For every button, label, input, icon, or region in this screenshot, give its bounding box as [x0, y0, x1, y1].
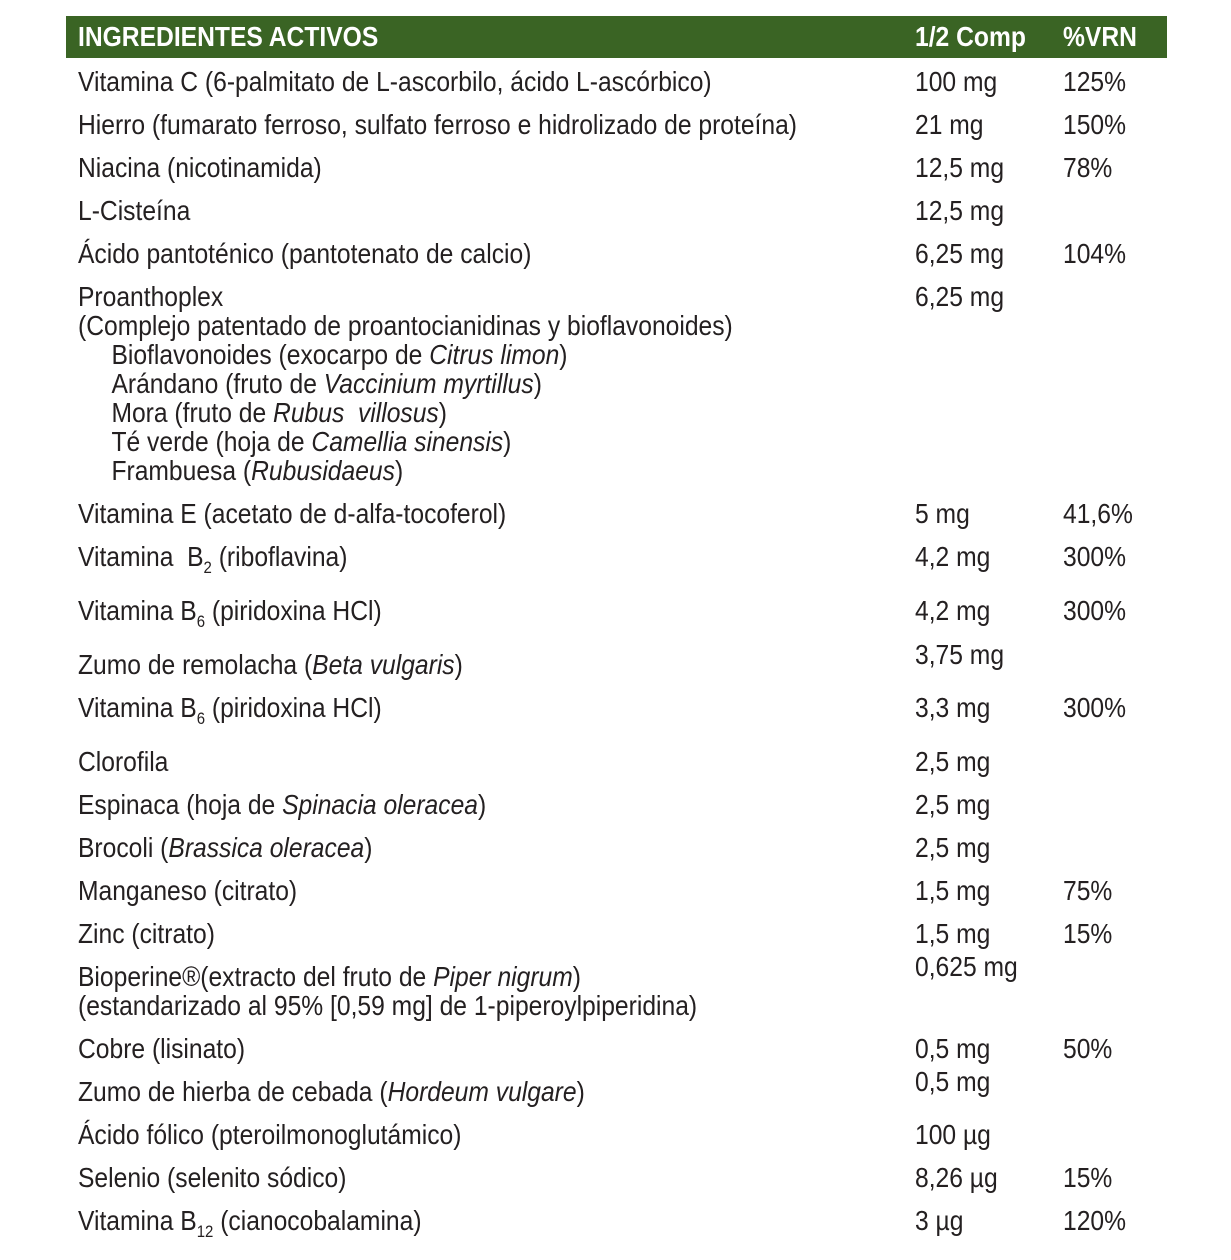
species-name-italic: Rubus villosus [273, 397, 439, 428]
label-text: (piridoxina HCl) [205, 692, 382, 723]
table-row [66, 639, 1167, 680]
ingredient-subline [78, 311, 815, 340]
label-text: Ácido pantoténico (pantotenato de calcio) [78, 238, 532, 269]
ingredient-cell [66, 282, 915, 485]
ingredient-label [78, 693, 815, 733]
ingredient-label [78, 876, 815, 905]
table-row [66, 833, 1167, 862]
ingredient-cell [66, 747, 915, 776]
label-text: Frambuesa ( [111, 455, 252, 486]
table-row [66, 1163, 1167, 1192]
amount-value: 5 mg [915, 498, 970, 529]
amount-value: 3,3 mg [915, 692, 991, 723]
ingredient-cell [66, 196, 915, 225]
label-text: Zumo de remolacha ( [78, 649, 313, 680]
species-name-italic: Hordeum vulgare [387, 1076, 577, 1107]
amount-value: 1,5 mg [915, 918, 991, 949]
table-row [66, 596, 1167, 636]
ingredient-cell [66, 542, 915, 582]
label-text: Vitamina B [78, 595, 197, 626]
label-text: ) [503, 426, 512, 457]
ingredient-cell [66, 876, 915, 905]
amount-value: 100 mg [915, 66, 998, 97]
ingredient-subline [78, 427, 815, 456]
label-text: Brocoli ( [78, 832, 169, 863]
label-text: Bioflavonoides (exocarpo de [111, 339, 430, 370]
table-row [66, 1206, 1167, 1246]
table-row [66, 67, 1167, 96]
label-text: (riboflavina) [211, 541, 348, 572]
ingredient-cell [66, 962, 915, 1020]
ingredient-subline [78, 369, 815, 398]
ingredient-label [78, 1034, 815, 1063]
ingredient-label [78, 499, 815, 528]
label-text: Manganeso (citrato) [78, 875, 298, 906]
ingredient-subline [78, 340, 815, 369]
species-name-italic: Brassica oleracea [168, 832, 365, 863]
vrn-value: 50% [1063, 1033, 1113, 1064]
vitamin-subscript: 2 [203, 558, 212, 577]
header-ingredients-text: INGREDIENTES ACTIVOS [78, 21, 379, 52]
label-text: Espinaca (hoja de [78, 789, 283, 820]
label-text: Hierro (fumarato ferroso, sulfato ferroso e hidrolizado de proteína) [78, 109, 798, 140]
ingredient-label [78, 239, 815, 268]
table-header-bar [66, 16, 1167, 58]
table-row [66, 282, 1167, 485]
ingredient-label [78, 747, 815, 776]
amount-value: 12,5 mg [915, 195, 1005, 226]
amount-value: 0,625 mg [915, 951, 1018, 982]
label-text: Vitamina B [78, 541, 204, 572]
table-row [66, 239, 1167, 268]
amount-value: 4,2 mg [915, 541, 991, 572]
amount-value: 3,75 mg [915, 639, 1005, 670]
ingredient-subline [78, 398, 815, 427]
ingredient-label [78, 596, 815, 636]
amount-value: 3 µg [915, 1205, 964, 1236]
amount-value: 0,5 mg [915, 1066, 991, 1097]
ingredient-cell [66, 693, 915, 733]
table-row [66, 153, 1167, 182]
amount-value: 2,5 mg [915, 832, 991, 863]
label-text: Proanthoplex [78, 281, 224, 312]
vitamin-subscript: 12 [196, 1222, 214, 1241]
table-row [66, 1120, 1167, 1149]
label-text: Té verde (hoja de [111, 426, 312, 457]
table-row [66, 1066, 1167, 1107]
label-text: ) [438, 397, 447, 428]
ingredient-label [78, 962, 815, 991]
ingredient-label [78, 1077, 815, 1106]
ingredient-label [78, 833, 815, 862]
label-text: ) [559, 339, 568, 370]
label-text: Niacina (nicotinamida) [78, 152, 322, 183]
ingredient-label [78, 110, 815, 139]
vrn-value: 125% [1063, 66, 1127, 97]
ingredient-cell [66, 1163, 915, 1192]
label-text: Selenio (selenito sódico) [78, 1162, 347, 1193]
species-name-italic: Citrus limon [429, 339, 560, 370]
table-body [66, 58, 1167, 1246]
ingredient-label [78, 1206, 815, 1246]
header-vrn-label [1063, 21, 1167, 53]
ingredient-cell [66, 239, 915, 268]
label-text: Zumo de hierba de cebada ( [78, 1076, 388, 1107]
vitamin-subscript: 6 [196, 709, 206, 728]
amount-value: 8,26 µg [915, 1162, 998, 1193]
label-text: Clorofila [78, 746, 169, 777]
label-text: (estandarizado al 95% [0,59 mg] de 1-piperoylpiperidina) [78, 990, 698, 1021]
label-text: ) [454, 649, 463, 680]
amount-value: 6,25 mg [915, 281, 1005, 312]
amount-value: 4,2 mg [915, 595, 991, 626]
table-row [66, 951, 1167, 1021]
label-text: ) [576, 1076, 585, 1107]
ingredient-cell [66, 153, 915, 182]
label-text: ) [533, 368, 542, 399]
vrn-value: 150% [1063, 109, 1127, 140]
table-row [66, 542, 1167, 582]
ingredient-cell [66, 1206, 915, 1246]
label-text: ) [477, 789, 487, 820]
species-name-italic: Piper nigrum [433, 961, 573, 992]
table-row [66, 790, 1167, 819]
amount-value: 6,25 mg [915, 238, 1005, 269]
label-text: Arándano (fruto de [111, 368, 324, 399]
amount-value: 100 µg [915, 1119, 991, 1150]
ingredient-label [78, 282, 815, 311]
ingredient-cell [66, 833, 915, 862]
ingredient-label [78, 1120, 815, 1149]
table-row [66, 876, 1167, 905]
vrn-value: 75% [1063, 875, 1113, 906]
amount-value: 12,5 mg [915, 152, 1005, 183]
ingredient-label [78, 153, 815, 182]
ingredients-table [66, 16, 1167, 1260]
ingredient-cell [66, 1120, 915, 1149]
table-row [66, 499, 1167, 528]
amount-value: 0,5 mg [915, 1033, 991, 1064]
label-text: ) [364, 832, 373, 863]
vrn-value: 104% [1063, 238, 1127, 269]
vitamin-subscript: 6 [196, 612, 206, 631]
ingredient-label [78, 67, 815, 96]
vrn-value: 300% [1063, 595, 1127, 626]
label-text: Bioperine®(extracto del fruto de [78, 961, 434, 992]
label-text: (piridoxina HCl) [205, 595, 382, 626]
ingredient-label [78, 542, 815, 582]
ingredient-cell [66, 790, 915, 819]
vrn-value: 41,6% [1063, 498, 1133, 529]
ingredient-label [78, 650, 815, 679]
header-amount-label [915, 21, 1063, 53]
ingredient-cell [66, 650, 915, 679]
ingredient-cell [66, 67, 915, 96]
label-text: Mora (fruto de [111, 397, 274, 428]
species-name-italic: Beta vulgaris [312, 649, 455, 680]
label-text: Zinc (citrato) [78, 918, 215, 949]
table-row [66, 196, 1167, 225]
vrn-value: 120% [1063, 1205, 1127, 1236]
ingredient-subline [78, 456, 815, 485]
species-name-italic: Vaccinium myrtillus [323, 368, 534, 399]
ingredient-cell [66, 1034, 915, 1063]
label-text: Ácido fólico (pteroilmonoglutámico) [78, 1119, 462, 1150]
header-amount-text: 1/2 Comp [915, 21, 1026, 52]
label-text: Vitamina B [78, 692, 197, 723]
ingredient-label [78, 196, 815, 225]
ingredient-label [78, 1163, 815, 1192]
ingredient-cell [66, 596, 915, 636]
ingredient-cell [66, 1077, 915, 1106]
species-name-italic: Camellia sinensis [311, 426, 504, 457]
label-text: Vitamina C (6-palmitato de L-ascorbilo, ácido L-ascórbico) [78, 66, 712, 97]
ingredient-label [78, 790, 815, 819]
table-row [66, 747, 1167, 776]
species-name-italic: Spinacia oleracea [282, 789, 478, 820]
ingredient-label [78, 919, 815, 948]
amount-value: 2,5 mg [915, 789, 991, 820]
vrn-value: 300% [1063, 692, 1127, 723]
table-row [66, 693, 1167, 733]
vrn-value: 15% [1063, 918, 1113, 949]
ingredient-cell [66, 919, 915, 948]
vrn-value: 78% [1063, 152, 1113, 183]
table-row [66, 919, 1167, 948]
label-text: Vitamina E (acetato de d-alfa-tocoferol) [78, 498, 507, 529]
header-ingredients-label [66, 21, 915, 53]
label-text: ) [394, 455, 404, 486]
amount-value: 21 mg [915, 109, 984, 140]
ingredient-cell [66, 110, 915, 139]
header-vrn-text: %VRN [1063, 21, 1137, 52]
ingredient-cell [66, 499, 915, 528]
ingredient-subline [78, 991, 815, 1020]
species-name-italic: Rubusidaeus [251, 455, 395, 486]
label-text: ) [572, 961, 581, 992]
label-text: Vitamina B [78, 1205, 197, 1236]
label-text: L-Cisteína [78, 195, 191, 226]
vrn-value: 15% [1063, 1162, 1113, 1193]
amount-value: 1,5 mg [915, 875, 991, 906]
label-text: Cobre (lisinato) [78, 1033, 246, 1064]
table-row [66, 1034, 1167, 1063]
label-text: (Complejo patentado de proantocianidinas y bioflavonoides) [78, 310, 733, 341]
label-text: (cianocobalamina) [213, 1205, 422, 1236]
table-row [66, 110, 1167, 139]
vrn-value: 300% [1063, 541, 1127, 572]
amount-value: 2,5 mg [915, 746, 991, 777]
